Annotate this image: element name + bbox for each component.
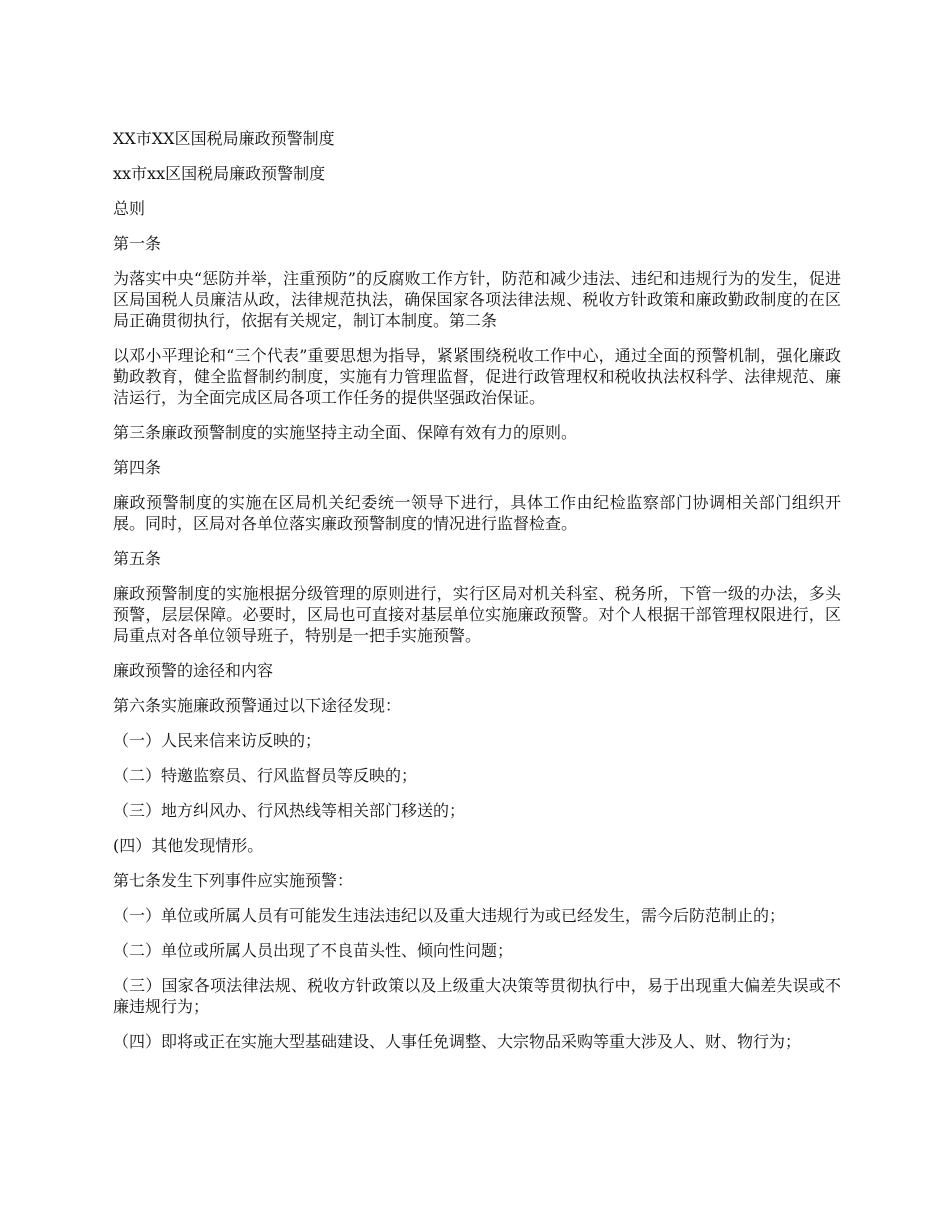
article-heading-5: 第五条 <box>113 549 162 568</box>
paragraph-article-1: 为落实中央“惩防并举，注重预防”的反腐败工作方针，防范和减少违法、违纪和违规行为的发生，促进区局国税人员廉洁从政，法律规范执法，确保国家各项法律法规、税收方针政策和廉政勤政制度的在区局正确贯彻执行，依据有关规定，制订本制度。第二条 <box>113 269 841 330</box>
section-heading-general: 总则 <box>113 199 146 218</box>
article-heading-4: 第四条 <box>113 458 162 477</box>
list-item: （三）国家各项法律法规、税收方针政策以及上级重大决策等贯彻执行中，易于出现重大偏差失误或不廉违规行为； <box>113 976 841 1016</box>
list-item: （二）特邀监察员、行风监督员等反映的； <box>113 766 418 785</box>
paragraph-article-5: 廉政预警制度的实施根据分级管理的原则进行，实行区局对机关科室、税务所，下管一级的办法，多头预警，层层保障。必要时，区局也可直接对基层单位实施廉政预警。对个人根据干部管理权限进行，区局重点对各单位领导班子，特别是一把手实施预警。 <box>113 584 841 645</box>
paragraph-article-6: 第六条实施廉政预警通过以下途径发现： <box>113 696 402 715</box>
document-subtitle: xx市xx区国税局廉政预警制度 <box>113 164 326 183</box>
paragraph-article-7: 第七条发生下列事件应实施预警： <box>113 871 354 890</box>
list-item: （一）人民来信来访反映的； <box>113 731 322 750</box>
list-item: （一）单位或所属人员有可能发生违法违纪以及重大违规行为或已经发生，需今后防范制止的； <box>113 906 786 925</box>
list-item: （三）地方纠风办、行风热线等相关部门移送的； <box>113 801 466 820</box>
list-item: （四）即将或正在实施大型基础建设、人事任免调整、大宗物品采购等重大涉及人、财、物行为； <box>113 1032 802 1051</box>
article-heading-1: 第一条 <box>113 234 162 253</box>
section-heading-channels: 廉政预警的途径和内容 <box>113 661 274 680</box>
paragraph-article-3: 第三条廉政预警制度的实施坚持主动全面、保障有效有力的原则。 <box>113 423 578 442</box>
list-item: （二）单位或所属人员出现了不良苗头性、倾向性问题； <box>113 941 514 960</box>
paragraph-article-2: 以邓小平理论和“三个代表”重要思想为指导，紧紧围绕税收工作中心，通过全面的预警机制，强化廉政勤政教育，健全监督制约制度，实施有力管理监督，促进行政管理权和税收执法权科学、法律规范、廉洁运行，为全面完成区局各项工作任务的提供坚强政治保证。 <box>113 346 841 407</box>
list-item: (四）其他发现情形。 <box>113 836 264 855</box>
paragraph-article-4: 廉政预警制度的实施在区局机关纪委统一领导下进行，具体工作由纪检监察部门协调相关部门组织开展。同时，区局对各单位落实廉政预警制度的情况进行监督检查。 <box>113 493 841 533</box>
document-title: XX市XX区国税局廉政预警制度 <box>113 129 335 148</box>
document-page <box>113 128 841 1066</box>
